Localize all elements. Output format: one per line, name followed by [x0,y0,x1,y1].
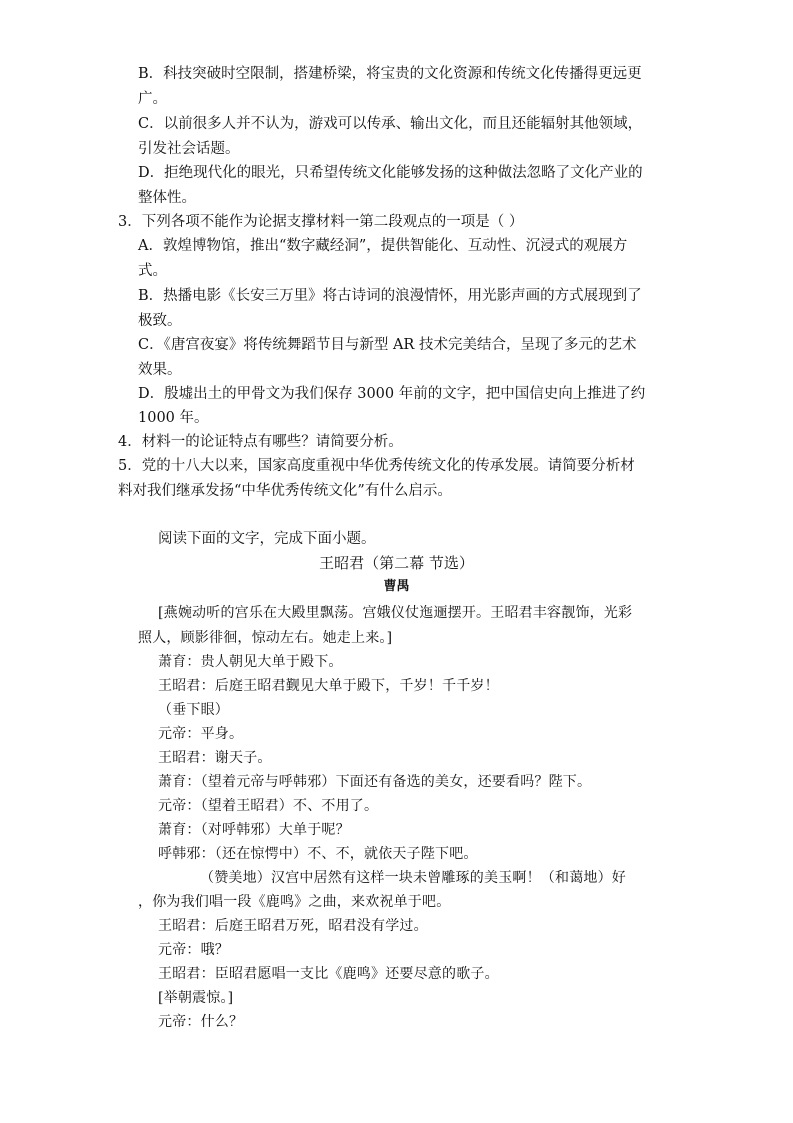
q2-option-c-line2: 引发社会话题。 [138,141,240,157]
q2-option-b-line1: B．科技突破时空限制，搭建桥梁，将宝贵的文化资源和传统文化传播得更远更 [138,66,642,82]
play-title: 王昭君（第二幕 节选） [319,554,474,572]
dialogue-line: 王昭君：臣昭君愿唱一支比《鹿鸣》还要尽意的歌子。 [158,966,499,982]
dialogue-line: 萧育：（对呼韩邪）大单于呢？ [158,822,350,838]
q2-option-c-line1: C．以前很多人并不认为，游戏可以传承、输出文化，而且还能辐射其他领域， [138,116,643,132]
dialogue-line: 呼韩邪：（还在惊愕中）不、不，就依天子陛下吧。 [158,846,478,862]
dialogue-line: 元帝：什么？ [158,1014,244,1030]
dialogue-line: 王昭君：谢天子。 [158,750,272,766]
dialogue-line: 王昭君：后庭王昭君觐见大单于殿下，千岁！千千岁！ [158,678,499,694]
q3-option-d-line1: D．殷墟出土的甲骨文为我们保存 3000 年前的文字，把中国信史向上推进了约 [138,386,646,402]
stage-direction-line2: 照人，顾影徘徊，惊动左右。她走上来。] [138,630,393,646]
q3-option-d-line2: 1000 年。 [138,410,209,426]
dialogue-line: （垂下眼） [158,702,229,718]
q4-stem: 4．材料一的论证特点有哪些？请简要分析。 [118,434,403,450]
dialogue-line: 元帝：哦？ [158,942,229,958]
q3-option-b-line1: B．热播电影《长安三万里》将古诗词的浪漫情怀，用光影声画的方式展现到了 [138,288,642,304]
dialogue-line: 萧育：贵人朝见大单于殿下。 [158,654,343,670]
q2-option-d-line1: D．拒绝现代化的眼光，只希望传统文化能够发扬的这种做法忽略了文化产业的 [138,165,643,181]
reading-instruction: 阅读下面的文字，完成下面小题。 [158,531,376,547]
stage-direction: [举朝震惊。] [158,990,234,1006]
play-author: 曹禺 [383,579,410,594]
q2-option-b-line2: 广。 [138,91,167,107]
dialogue-line: （赞美地）汉宫中居然有这样一块未曾雕琢的美玉啊！（和蔼地）好 [200,870,626,886]
q2-option-d-line2: 整体性。 [138,190,196,206]
stage-direction-line1: [燕婉动听的宫乐在大殿里飘荡。宫娥仪仗迤逦摆开。王昭君丰容靓饰，光彩 [158,605,633,621]
q5-stem-line2: 料对我们继承发扬“中华优秀传统文化”有什么启示。 [118,483,452,499]
q3-option-c-line1: C．《唐宫夜宴》将传统舞蹈节目与新型 AR 技术完美结合，呈现了多元的艺术 [138,337,637,353]
q3-option-a-line2: 式。 [138,263,167,279]
dialogue-line: 萧育：（望着元帝与呼韩邪）下面还有备选的美女，还要看吗？陛下。 [158,774,592,790]
dialogue-line-continued: ，你为我们唱一段《鹿鸣》之曲，来欢祝单于吧。 [138,894,451,910]
q3-stem: 3．下列各项不能作为论据支撑材料一第二段观点的一项是（ ） [118,214,524,230]
dialogue-line: 元帝：（望着王昭君）不、不用了。 [158,798,379,814]
q3-option-c-line2: 效果。 [138,362,182,378]
dialogue-line: 王昭君：后庭王昭君万死，昭君没有学过。 [158,918,428,934]
q3-option-b-line2: 极致。 [138,313,182,329]
dialogue-line: 元帝：平身。 [158,726,244,742]
q3-option-a-line1: A．敦煌博物馆，推出“数字藏经洞”，提供智能化、互动性、沉浸式的观展方 [138,238,628,254]
q5-stem-line1: 5．党的十八大以来，国家高度重视中华优秀传统文化的传承发展。请简要分析材 [118,458,635,474]
